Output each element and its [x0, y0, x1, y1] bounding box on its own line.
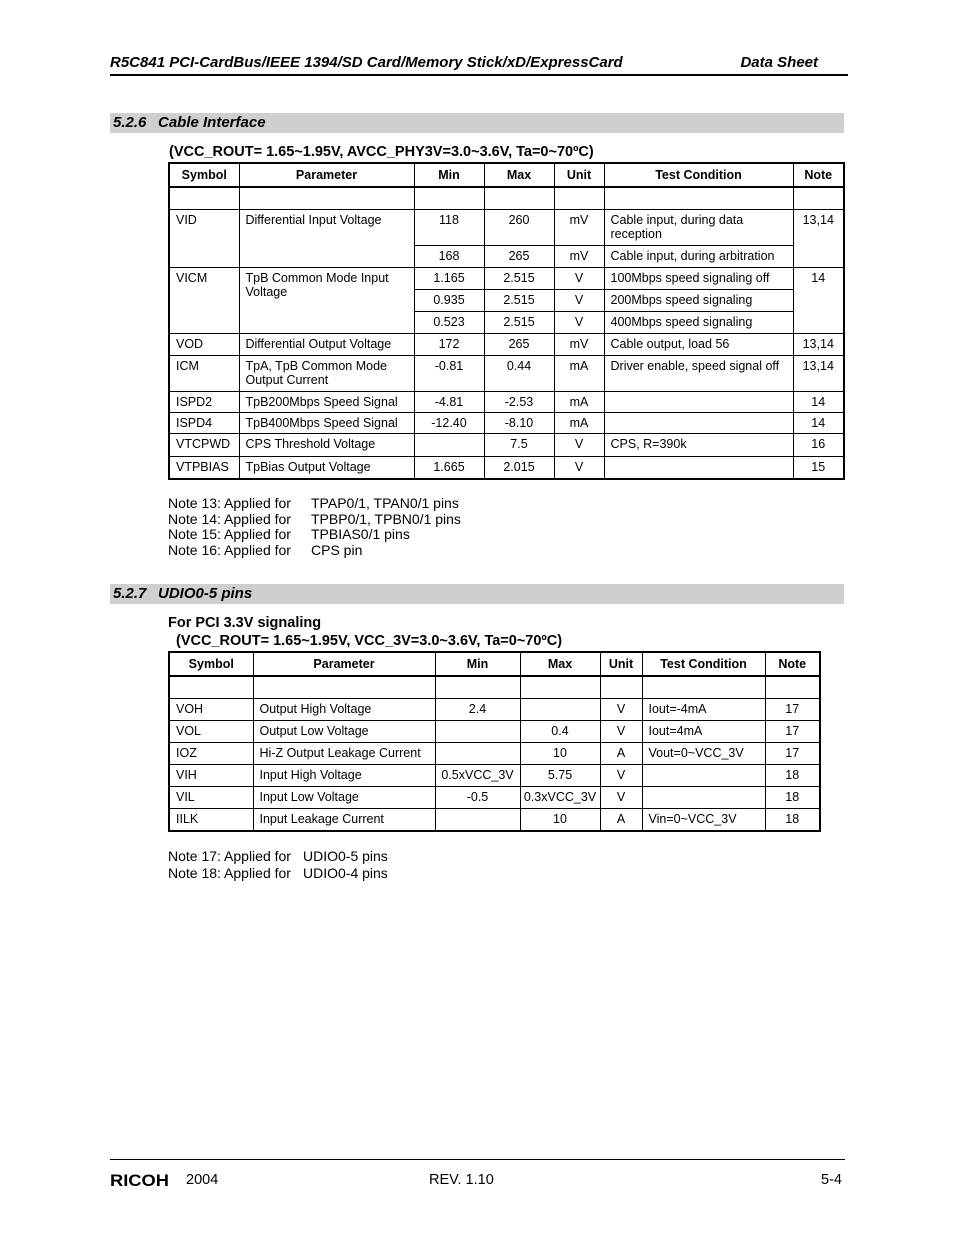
cell-unit: V: [554, 312, 604, 334]
cell-max: 2.515: [484, 290, 554, 312]
cell-max: 10: [520, 743, 600, 765]
cell-condition: Cable output, load 56: [604, 334, 793, 356]
note-label: Note 16: Applied for: [168, 541, 291, 558]
column-header: Test Condition: [604, 163, 793, 187]
cell-max: 2.515: [484, 268, 554, 290]
column-header: Symbol: [169, 163, 239, 187]
cell-parameter: TpB Common Mode Input Voltage: [239, 268, 414, 334]
cell-unit: mA: [554, 356, 604, 392]
header-rule: [110, 74, 848, 76]
cell-condition: Driver enable, speed signal off: [604, 356, 793, 392]
cell-condition: Vin=0~VCC_3V: [642, 809, 765, 831]
cell-parameter: Hi-Z Output Leakage Current: [253, 743, 435, 765]
cell-min: 1.665: [414, 457, 484, 479]
cell-symbol: IOZ: [169, 743, 253, 765]
cell-max: 5.75: [520, 765, 600, 787]
cell-condition: Iout=-4mA: [642, 699, 765, 721]
cell-max: [520, 699, 600, 721]
cell-unit: V: [554, 434, 604, 457]
cell-min: -4.81: [414, 392, 484, 413]
udio-condition: (VCC_ROUT= 1.65~1.95V, VCC_3V=3.0~3.6V, Ta=0~70ºC): [176, 633, 563, 649]
table-row: [169, 765, 820, 787]
column-header: Parameter: [253, 652, 435, 676]
cell-min: 0.523: [414, 312, 484, 334]
ricoh-logo: [110, 1171, 170, 1189]
cell-condition: CPS, R=390k: [604, 434, 793, 457]
cell-unit: A: [600, 809, 642, 831]
note-item: [168, 543, 588, 559]
cell-symbol: VOD: [169, 334, 239, 356]
column-header: Max: [520, 652, 600, 676]
cell-parameter: Input Low Voltage: [253, 787, 435, 809]
table-row: [169, 413, 844, 434]
cell-unit: V: [600, 699, 642, 721]
section-heading-cable-interface: [110, 113, 844, 133]
cell-condition: Cable input, during arbitration: [604, 246, 793, 268]
cell-condition: [642, 765, 765, 787]
note-item: [168, 527, 588, 543]
cell-symbol: VIL: [169, 787, 253, 809]
cell-symbol: VTPBIAS: [169, 457, 239, 479]
table-spacer-row: [169, 676, 820, 699]
column-header: Note: [793, 163, 844, 187]
cell-note: 17: [765, 721, 820, 743]
cell-min: -12.40: [414, 413, 484, 434]
cell-min: [435, 743, 520, 765]
cell-condition: Cable input, during data reception: [604, 210, 793, 246]
udio-notes: [168, 848, 548, 882]
cell-min: 0.5xVCC_3V: [435, 765, 520, 787]
cell-min: [435, 809, 520, 831]
cell-unit: A: [600, 743, 642, 765]
cell-min: -0.81: [414, 356, 484, 392]
cell-note: 18: [765, 809, 820, 831]
udio-subtitle: For PCI 3.3V signaling: [168, 615, 322, 631]
cell-note: 14: [793, 392, 844, 413]
table-row: [169, 743, 820, 765]
column-header: Test Condition: [642, 652, 765, 676]
section-number: 5.2.6: [113, 114, 147, 131]
note-value: TPBIAS0/1 pins: [311, 526, 410, 543]
table-row: [169, 268, 844, 290]
cell-parameter: TpA, TpB Common Mode Output Current: [239, 356, 414, 392]
cell-min: [414, 434, 484, 457]
cell-condition: 400Mbps speed signaling: [604, 312, 793, 334]
column-header: Parameter: [239, 163, 414, 187]
cell-note: 13,14: [793, 210, 844, 268]
cell-parameter: Input High Voltage: [253, 765, 435, 787]
column-header: Symbol: [169, 652, 253, 676]
cell-symbol: VIH: [169, 765, 253, 787]
cell-unit: mA: [554, 392, 604, 413]
cell-condition: Iout=4mA: [642, 721, 765, 743]
cell-condition: 200Mbps speed signaling: [604, 290, 793, 312]
cell-symbol: VID: [169, 210, 239, 268]
cell-max: 0.3xVCC_3V: [520, 787, 600, 809]
note-item: [168, 496, 588, 512]
cell-note: 16: [793, 434, 844, 457]
table-row: [169, 699, 820, 721]
cell-min: 0.935: [414, 290, 484, 312]
cell-unit: V: [600, 721, 642, 743]
note-label: Note 17: Applied for: [168, 848, 291, 864]
udio-table: [168, 651, 821, 832]
cell-condition: [642, 787, 765, 809]
cell-symbol: IILK: [169, 809, 253, 831]
column-header: Unit: [600, 652, 642, 676]
cell-unit: V: [554, 268, 604, 290]
cell-min: -0.5: [435, 787, 520, 809]
cell-condition: [604, 457, 793, 479]
cell-max: 2.015: [484, 457, 554, 479]
cell-max: -2.53: [484, 392, 554, 413]
note-value: CPS pin: [311, 541, 363, 558]
cell-symbol: VOH: [169, 699, 253, 721]
cell-note: 13,14: [793, 334, 844, 356]
table-header-row: [169, 652, 820, 676]
cell-max: 265: [484, 246, 554, 268]
note-value: TPAP0/1, TPAN0/1 pins: [311, 495, 459, 511]
cable-condition: (VCC_ROUT= 1.65~1.95V, AVCC_PHY3V=3.0~3.6V, Ta=0~70ºC): [169, 144, 594, 160]
page-header: [110, 54, 846, 74]
column-header: Min: [414, 163, 484, 187]
cell-symbol: ISPD2: [169, 392, 239, 413]
cell-parameter: TpBias Output Voltage: [239, 457, 414, 479]
cell-max: 260: [484, 210, 554, 246]
cell-unit: mV: [554, 246, 604, 268]
section-title: Cable Interface: [158, 114, 266, 131]
cell-symbol: VOL: [169, 721, 253, 743]
cell-symbol: VTCPWD: [169, 434, 239, 457]
cell-parameter: Output High Voltage: [253, 699, 435, 721]
note-item: [168, 865, 548, 882]
cell-note: 17: [765, 699, 820, 721]
cell-min: 2.4: [435, 699, 520, 721]
cell-symbol: ISPD4: [169, 413, 239, 434]
note-label: Note 18: Applied for: [168, 865, 291, 881]
table-header-row: [169, 163, 844, 187]
cell-condition: Vout=0~VCC_3V: [642, 743, 765, 765]
cable-notes: [168, 496, 588, 558]
cell-note: 18: [765, 787, 820, 809]
note-item: [168, 848, 548, 865]
column-header: Unit: [554, 163, 604, 187]
note-value: UDIO0-4 pins: [303, 865, 388, 881]
cell-min: 1.165: [414, 268, 484, 290]
cell-symbol: ICM: [169, 356, 239, 392]
cell-max: 10: [520, 809, 600, 831]
cell-note: 17: [765, 743, 820, 765]
cell-symbol: VICM: [169, 268, 239, 334]
cell-parameter: Input Leakage Current: [253, 809, 435, 831]
note-label: Note 14: Applied for: [168, 510, 291, 527]
cell-min: 168: [414, 246, 484, 268]
cell-condition: [604, 413, 793, 434]
cell-note: 13,14: [793, 356, 844, 392]
cell-min: 172: [414, 334, 484, 356]
note-value: TPBP0/1, TPBN0/1 pins: [311, 510, 461, 527]
cell-parameter: Output Low Voltage: [253, 721, 435, 743]
column-header: Min: [435, 652, 520, 676]
cell-unit: mA: [554, 413, 604, 434]
cell-unit: mV: [554, 334, 604, 356]
column-header: Max: [484, 163, 554, 187]
table-row: [169, 210, 844, 246]
cell-note: 18: [765, 765, 820, 787]
ricoh-logo-text: RICOH: [110, 1171, 169, 1189]
cell-unit: V: [554, 457, 604, 479]
note-value: UDIO0-5 pins: [303, 848, 388, 864]
cell-max: 0.4: [520, 721, 600, 743]
cell-max: 2.515: [484, 312, 554, 334]
table-row: [169, 721, 820, 743]
note-label: Note 15: Applied for: [168, 526, 291, 543]
table-spacer-row: [169, 187, 844, 210]
note-item: [168, 512, 588, 528]
cell-condition: 100Mbps speed signaling off: [604, 268, 793, 290]
section-heading-udio-pins: [110, 584, 844, 604]
cell-min: 118: [414, 210, 484, 246]
cell-unit: V: [554, 290, 604, 312]
cell-parameter: TpB400Mbps Speed Signal: [239, 413, 414, 434]
cell-max: 265: [484, 334, 554, 356]
column-header: Note: [765, 652, 820, 676]
table-row: [169, 434, 844, 457]
cell-max: -8.10: [484, 413, 554, 434]
cell-max: 0.44: [484, 356, 554, 392]
section-number: 5.2.7: [113, 585, 147, 602]
table-row: [169, 392, 844, 413]
cell-parameter: Differential Output Voltage: [239, 334, 414, 356]
cell-max: 7.5: [484, 434, 554, 457]
document-type: Data Sheet: [740, 54, 818, 71]
table-row: [169, 787, 820, 809]
cell-note: 14: [793, 413, 844, 434]
cell-note: 15: [793, 457, 844, 479]
cell-min: [435, 721, 520, 743]
section-title: UDIO0-5 pins: [158, 585, 253, 602]
cell-unit: V: [600, 765, 642, 787]
cell-parameter: TpB200Mbps Speed Signal: [239, 392, 414, 413]
cell-parameter: Differential Input Voltage: [239, 210, 414, 268]
document-title: R5C841 PCI-CardBus/IEEE 1394/SD Card/Memory Stick/xD/ExpressCard: [110, 54, 623, 71]
footer-revision: REV. 1.10: [429, 1172, 494, 1188]
cell-unit: V: [600, 787, 642, 809]
cell-parameter: CPS Threshold Voltage: [239, 434, 414, 457]
footer-year: 2004: [186, 1172, 219, 1188]
table-row: [169, 809, 820, 831]
cell-condition: [604, 392, 793, 413]
footer-page-number: 5-4: [821, 1172, 842, 1188]
cable-interface-table: [168, 162, 845, 480]
note-label: Note 13: Applied for: [168, 495, 291, 511]
table-row: [169, 356, 844, 392]
table-row: [169, 334, 844, 356]
table-row: [169, 457, 844, 479]
footer-rule: [110, 1159, 845, 1160]
cell-note: 14: [793, 268, 844, 334]
cell-unit: mV: [554, 210, 604, 246]
